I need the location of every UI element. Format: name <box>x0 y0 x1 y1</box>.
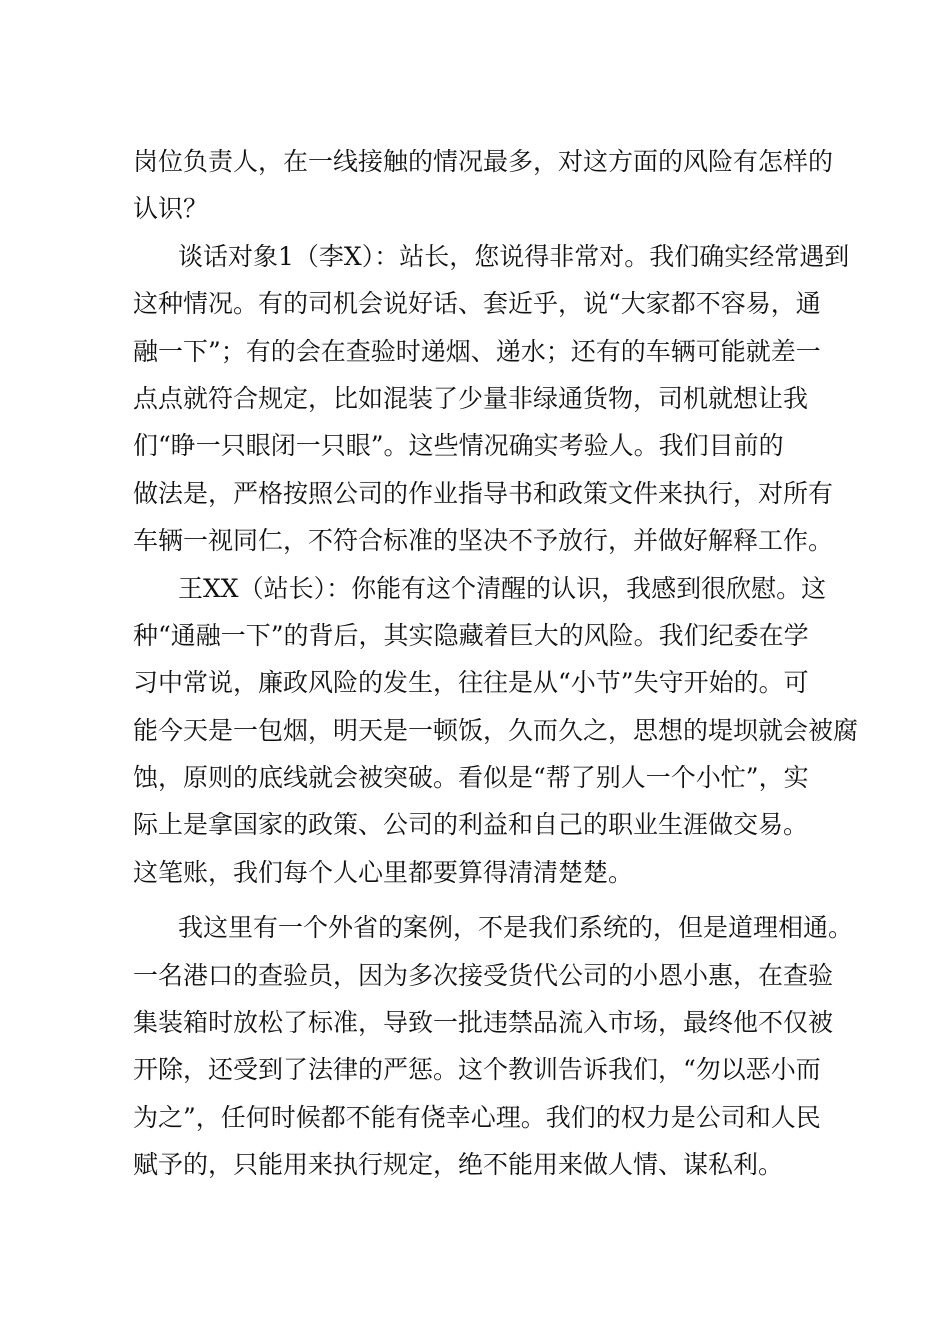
text-line: 做法是，严格按照公司的作业指导书和政策文件来执行，对所有 <box>133 478 834 508</box>
text-line: 为之”，任何时候都不能有侥幸心理。我们的权力是公司和人民 <box>133 1102 821 1132</box>
text-line: 赋予的，只能用来执行规定，绝不能用来做人情、谋私利。 <box>133 1150 784 1180</box>
text-line: 习中常说，廉政风险的发生，往往是从“小节”失守开始的。可 <box>133 668 809 698</box>
text-line: 岗位负责人，在一线接触的情况最多，对这方面的风险有怎样的 <box>133 147 834 176</box>
text-line: 种“通融一下”的背后，其实隐藏着巨大的风险。我们纪委在学 <box>133 620 809 650</box>
text-line: 认识？ <box>133 194 209 224</box>
text-line: 这种情况。有的司机会说好话、套近乎，说“大家都不容易，通 <box>133 289 821 319</box>
text-line: 融一下”；有的会在查验时递烟、递水；还有的车辆可能就差一 <box>133 336 821 366</box>
text-line: 点点就符合规定，比如混装了少量非绿通货物，司机就想让我 <box>133 383 809 413</box>
text-line: 能今天是一包烟，明天是一顿饭，久而久之，思想的堤坝就会被腐 <box>133 715 859 745</box>
paragraph-interviewee-reply <box>133 233 850 565</box>
text-line: 这笔账，我们每个人心里都要算得清清楚楚。 <box>133 857 634 887</box>
text-line: 们“睁一只眼闭一只眼”。这些情况确实考验人。我们目前的 <box>133 431 784 461</box>
text-line: 开除，还受到了法律的严惩。这个教训告诉我们，“勿以恶小而 <box>133 1055 821 1085</box>
text-line: 一名港口的查验员，因为多次接受货代公司的小恩小惠，在查验 <box>133 960 834 990</box>
text-line: 蚀，原则的底线就会被突破。看似是“帮了别人一个小忙”，实 <box>133 763 809 793</box>
paragraph-case-example <box>133 904 854 1188</box>
text-line: 王XX（站长）：你能有这个清醒的认识，我感到很欣慰。这 <box>178 573 827 603</box>
text-line: 车辆一视同仁，不符合标准的坚决不予放行，并做好解释工作。 <box>133 526 834 556</box>
document-body <box>133 138 859 1189</box>
paragraph-question-continuation <box>133 138 833 233</box>
text-line: 谈话对象1（李X）：站长，您说得非常对。我们确实经常遇到 <box>178 241 850 271</box>
text-line: 我这里有一个外省的案例，不是我们系统的，但是道理相通。 <box>178 913 854 943</box>
text-line: 集装箱时放松了标准，导致一批违禁品流入市场，最终他不仅被 <box>133 1008 834 1038</box>
paragraph-spacer <box>133 896 833 904</box>
text-line: 际上是拿国家的政策、公司的利益和自己的职业生涯做交易。 <box>133 810 809 840</box>
paragraph-station-chief-reply <box>133 565 859 897</box>
